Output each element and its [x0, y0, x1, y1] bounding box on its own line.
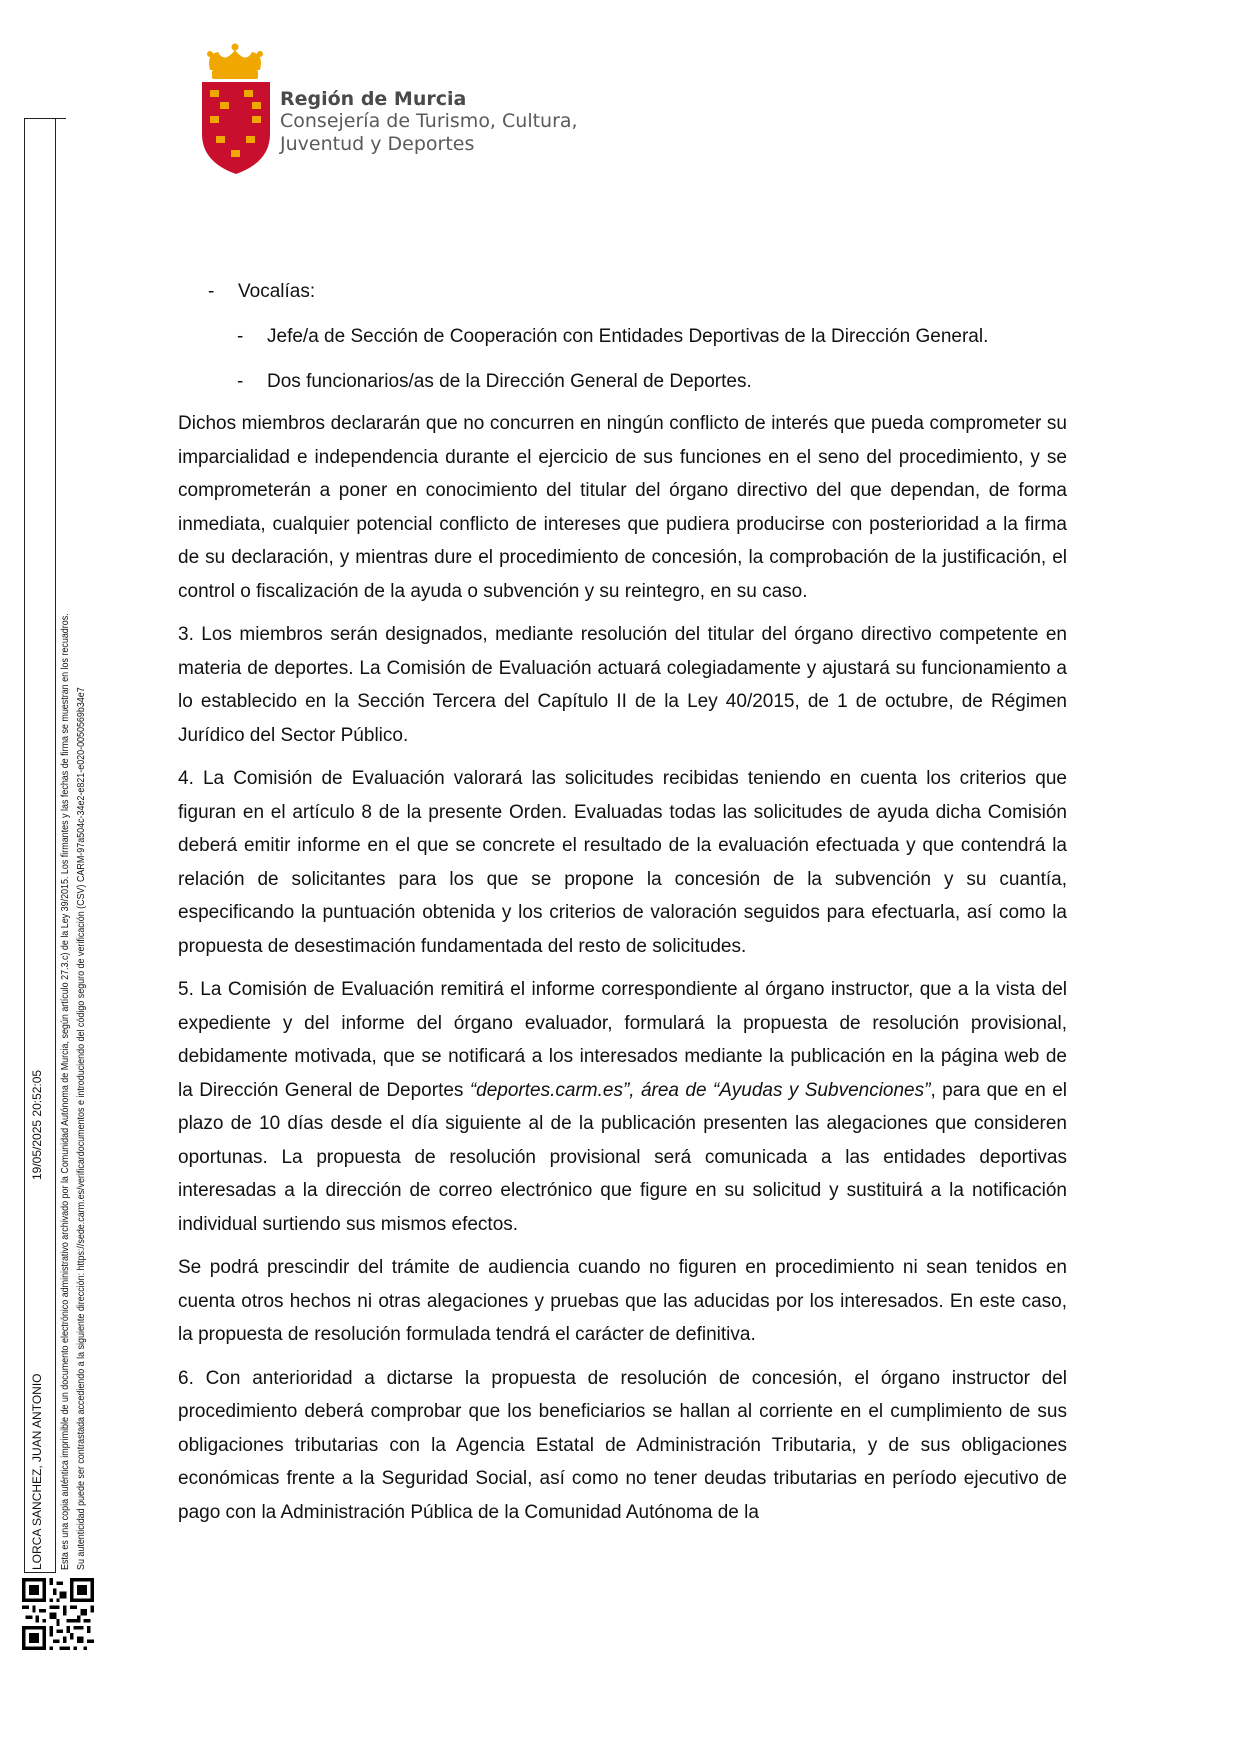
paragraph-conflict-interest: Dichos miembros declararán que no concurren en ningún conflicto de interés que pueda comprometer su imparcialidad e independencia durante el ejercicio de sus funciones en el seno del procedimiento, y se comprometerán a poner en conocimiento del titular del órgano directivo del que dependan, de forma inmediata, cualquier potencial conflicto de intereses que pudiera producirse con posterioridad a la firma de su declaración, y mientras dure el procedimiento de concesión, la comprobación de la justificación, el control o fiscalización de la ayuda o subvención y su reintegro, en su caso. [178, 413, 1067, 602]
authenticity-note-line1: Esta es una copia auténtica imprimible de un documento electrónico administrativo archivado por la Comunidad Autónoma de Murcia, según artículo 27.3.c) de la Ley 39/2015. Los firmantes y las fechas de firma se muestran en los recuadros. [60, 613, 71, 1570]
header-subtitle-line2: Juventud y Deportes [280, 133, 475, 155]
document-body [178, 278, 1067, 1539]
list-item: - Vocalías: [208, 281, 316, 302]
paragraph-6: 6. Con anterioridad a dictarse la propuesta de resolución de concesión, el órgano instructor del procedimiento deberá comprobar que los beneficiarios se hallan al corriente en el cumplimiento de sus obligaciones tributarias con la Agencia Estatal de Administración Tributaria, y de sus obligaciones económicas frente a la Seguridad Social, así como no tener deudas tributarias en período ejecutivo de pago con la Administración Pública de la Comunidad Autónoma de la [178, 1367, 1067, 1523]
list-item: - Jefe/a de Sección de Cooperación con Entidades Deportivas de la Dirección General. [237, 326, 989, 347]
list-item: - Dos funcionarios/as de la Dirección General de Deportes. [237, 371, 752, 392]
paragraph-3: 3. Los miembros serán designados, mediante resolución del titular del órgano directivo competente en materia de deportes. La Comisión de Evaluación actuará colegiadamente y ajustará su funcionamiento a lo establecido en la Sección Tercera del Capítulo II de la Ley 40/2015, de 1 de octubre, de Régimen Jurídico del Sector Público. [178, 624, 1067, 746]
paragraph-5: 5. La Comisión de Evaluación remitirá el informe correspondiente al órgano instructor, que a la vista del expediente y del informe del órgano evaluador, formulará la propuesta de resolución provisional, debidamente motivada, que se notificará a los interesados mediante la publicación en la página web de la Dirección General de Deportes “deportes.carm.es”, área de “Ayudas y Subvenciones”, para que en el plazo de 10 días desde el día siguiente al de la publicación presenten las alegaciones que consideren oportunas. La propuesta de resolución provisional será comunicada a las entidades deportivas interesadas a la dirección de correo electrónico que figure en su solicitud y sustituirá a la notificación individual surtiendo sus mismos efectos. [178, 979, 1067, 1235]
signature-box [24, 118, 56, 1573]
paragraph-4: 4. La Comisión de Evaluación valorará las solicitudes recibidas teniendo en cuenta los criterios que figuran en el artículo 8 de la presente Orden. Evaluadas todas las solicitudes de ayuda dicha Comisión deberá emitir informe en el que se concrete el resultado de la evaluación efectuada y que contendrá la relación de solicitantes para los que se propone la concesión de la subvención y su cuantía, especificando la puntuación obtenida y los criterios de valoración seguidos para efectuarla, así como la propuesta de desestimación fundamentada del resto de solicitudes. [178, 768, 1067, 957]
vocal-item-2: Dos funcionarios/as de la Dirección General de Deportes. [267, 371, 752, 392]
vocal-item-1: Jefe/a de Sección de Cooperación con Entidades Deportivas de la Dirección General. [267, 326, 989, 347]
signature-date: 19/05/2025 20:52:05 [30, 1069, 44, 1180]
vocalias-label: Vocalías: [238, 281, 316, 302]
website-reference: “deportes.carm.es”, área de “Ayudas y Subvenciones” [469, 1079, 931, 1101]
qr-code-icon [22, 1578, 94, 1650]
authenticity-note-line2: Su autenticidad puede ser contrastada accediendo a la siguiente dirección: https://sede.carm.es/verificardocumentos e introduciendo del código seguro de verificación (CSV) CARM-97a504c-34e2-e821-e020-0050569b34e7 [76, 687, 87, 1570]
header-subtitle-line1: Consejería de Turismo, Cultura, [280, 110, 578, 132]
paragraph-audiencia: Se podrá prescindir del trámite de audiencia cuando no figuren en procedimiento ni sean tenidos en cuenta otros hechos ni otras alegaciones y pruebas que las aducidas por los interesados. En este caso, la propuesta de resolución formulada tendrá el carácter de definitiva. [178, 1257, 1067, 1345]
header-title: Región de Murcia [280, 88, 467, 110]
region-murcia-logo [196, 42, 276, 176]
signer-name: LORCA SANCHEZ, JUAN ANTONIO [30, 1373, 44, 1570]
